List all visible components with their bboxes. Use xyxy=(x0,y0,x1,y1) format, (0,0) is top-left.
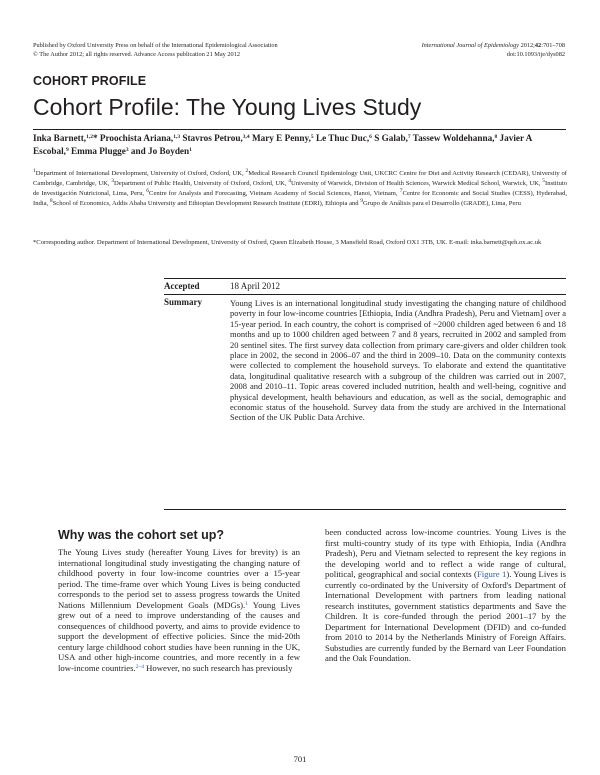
affiliation-number: 2 xyxy=(245,168,249,174)
article-title: Cohort Profile: The Young Lives Study xyxy=(33,94,422,120)
affiliation-text: School of Economics, Addis Ababa University and Ethiopian Development Research Institute (EDRI), Ethiopia and xyxy=(52,199,361,207)
author-name: Javier A Escobal, xyxy=(33,133,532,156)
journal-name: International Journal of Epidemiology xyxy=(421,42,519,49)
author-name: Tassew Woldehanna, xyxy=(412,133,495,143)
affiliation-number: 5 xyxy=(542,177,546,184)
correspondence-note: *Corresponding author. Department of International Development, University of Oxford, Queen Elizabeth House, 3 Mansfield Road, Oxford OX1 3TB, UK. E-mail: inka.barnett@qeh.ox.ac.uk xyxy=(33,239,542,246)
body-column-right xyxy=(325,527,566,664)
summary-label: Summary xyxy=(164,297,202,307)
affiliation-text: Centre for Analysis and Forecasting, Vietnam Academy of Social Sciences, Hanoi, Vietnam, xyxy=(149,189,400,197)
author-affiliation-ref: 1 xyxy=(189,146,192,153)
affiliation-text: Instituto de Investigación Nutricional, Lima, Peru, xyxy=(33,179,567,197)
author-affiliation-ref: 9 xyxy=(65,146,69,153)
author-name: Proochista Ariana, xyxy=(99,133,174,143)
affiliation-number: 8 xyxy=(49,197,53,204)
author-affiliation-ref: 1,2 xyxy=(86,134,93,140)
citation-ref[interactable]: 2–4 xyxy=(135,663,144,670)
affiliation-text: Grupo de Análisis para el Desarrollo (GRADE), Lima, Peru xyxy=(363,199,521,207)
abstract-bottom-rule xyxy=(164,509,566,510)
author-name: Mary E Penny, xyxy=(251,133,311,143)
title-divider xyxy=(33,129,566,130)
affiliations xyxy=(33,169,567,209)
author-list xyxy=(33,132,567,157)
abstract-top-rule xyxy=(164,278,566,279)
accepted-date: 18 April 2012 xyxy=(230,281,281,291)
author-name: Le Thuc Duc, xyxy=(315,133,370,143)
body-text: been conducted across low-income countries. Young Lives is the first multi-country study of its type with Ethiopia, India (Andhra Pradesh), Peru and Vietnam selected to represent the key regions in the developing world and to reflect a wide range of cultural, political, geographical and social contexts ( xyxy=(325,527,566,579)
figure-link[interactable]: Figure 1 xyxy=(476,569,507,579)
affiliation-text: University of Warwick, Division of Health Sciences, Warwick Medical School, Warwick, UK, xyxy=(291,179,543,187)
author-affiliation-ref: 8 xyxy=(494,134,498,140)
publisher-line: Published by Oxford University Press on behalf of the International Epidemiological Association xyxy=(33,42,278,49)
page-number: 701 xyxy=(293,754,307,764)
body-text: ). Young Lives is currently co-ordinated by the University of Oxford's Department of International Development with partners from leading national research institutes, government statistics departments and Save the Children. It is core-funded through the period 2001–17 by the Department for International Development (DFID) and co-funded from 2010 to 2014 by the Netherlands Ministry of Foreign Affairs. Substudies are currently funded by the Bernard van Leer Foundation and the Oak Foundation. xyxy=(325,569,567,663)
author-affiliation-ref: 3 xyxy=(125,146,129,153)
affiliation-text: Department of Public Health, University of Oxford, Oxford, UK, xyxy=(114,179,289,187)
author-affiliation-ref: 7 xyxy=(407,134,411,140)
affiliation-number: 7 xyxy=(399,187,403,194)
journal-volume: 42 xyxy=(534,42,542,49)
publisher-note xyxy=(33,41,363,59)
journal-citation xyxy=(345,41,565,59)
journal-year: 2012; xyxy=(520,42,535,49)
author-separator: * xyxy=(92,133,100,143)
doi[interactable]: doi:10.1093/ije/dys082 xyxy=(506,51,565,58)
author-name: and Jo Boyden xyxy=(130,145,190,156)
section-label: COHORT PROFILE xyxy=(33,74,147,88)
affiliation-number: 6 xyxy=(146,187,150,194)
body-text: However, no such research has previously xyxy=(143,662,293,673)
citation-ref[interactable]: 1 xyxy=(245,600,248,607)
affiliation-text: Centre for Economic and Social Studies (CESS), Hyderabad, India, xyxy=(33,189,568,207)
author-affiliation-ref: 5 xyxy=(310,134,314,140)
body-text: The Young Lives study (hereafter Young Lives for brevity) is an international longitudinal study investigating the changing nature of childhood poverty in four low-income countries over a 15-year period. The time-frame over which Young Lives is being conducted corresponds to the period set to assess progress towards the United Nations Millennium Development Goals (MDGs). xyxy=(58,547,300,610)
author-name: Stavros Petrou, xyxy=(182,133,243,143)
affiliation-number: 1 xyxy=(33,168,36,174)
abstract-mid-rule xyxy=(164,294,566,295)
affiliation-number: 9 xyxy=(360,197,364,204)
affiliation-number: 4 xyxy=(288,177,291,184)
body-text: Young Lives grew out of a need to improve understanding of the causes and consequences of childhood poverty, and aims to provide evidence to support the development of effective policies. Since the mid-20th century large childhood cohort studies have been running in the UK, USA and other high-income countries, and more recently in a few low-income countries. xyxy=(58,599,300,673)
accepted-label: Accepted xyxy=(164,281,200,291)
author-affiliation-ref: 6 xyxy=(369,134,372,140)
journal-pages: :701–708 xyxy=(541,42,565,49)
summary-text: Young Lives is an international longitudinal study investigating the changing nature of childhood poverty in four low-income countries [Ethiopia, India (Andhra Pradesh), Peru and Vietnam] over a 15-year period. In each country, the cohort is comprised of ~2000 children aged between 6 and 18 months and up to 1000 children aged between 7 and 8 years, recruited in 2002 and sampled from 20 sentinel sites. The first survey data collection from primary care-givers and older children took place in 2002, the second in 2006–07 and the third in 2009–10. Data on the community contexts were collected to complement the household surveys. To elaborate and extend the quantitative data, longitudinal qualitative research with a subgroup of the children was carried out in 2007, 2008 and 2010–11. Topic areas covered included nutrition, health and well-being, cognitive and physical development, health behaviours and education, as well as the social, demographic and economic status of the household. Survey data from the study are archived in the International Section of the UK Public Data Archive. xyxy=(230,298,566,423)
body-column-left xyxy=(58,547,300,673)
affiliation-number: 3 xyxy=(111,177,115,184)
section-heading: Why was the cohort set up? xyxy=(58,528,224,542)
author-affiliation-ref: 1,3 xyxy=(173,134,181,140)
author-name: S Galab, xyxy=(374,133,408,143)
affiliation-text: Medical Research Council Epidemiology Unit, UKCRC Centre for Diet and Activity Research (CEDAR), University of Cambridge, Cambridge, UK, xyxy=(33,170,568,187)
copyright-line: © The Author 2012; all rights reserved. Advance Access publication 21 May 2012 xyxy=(33,51,241,58)
author-name: Inka Barnett, xyxy=(33,133,87,143)
affiliation-text: Department of International Development, University of Oxford, Oxford, UK, xyxy=(35,170,246,177)
author-name: Emma Plugge xyxy=(70,145,126,156)
author-affiliation-ref: 3,4 xyxy=(242,134,250,140)
